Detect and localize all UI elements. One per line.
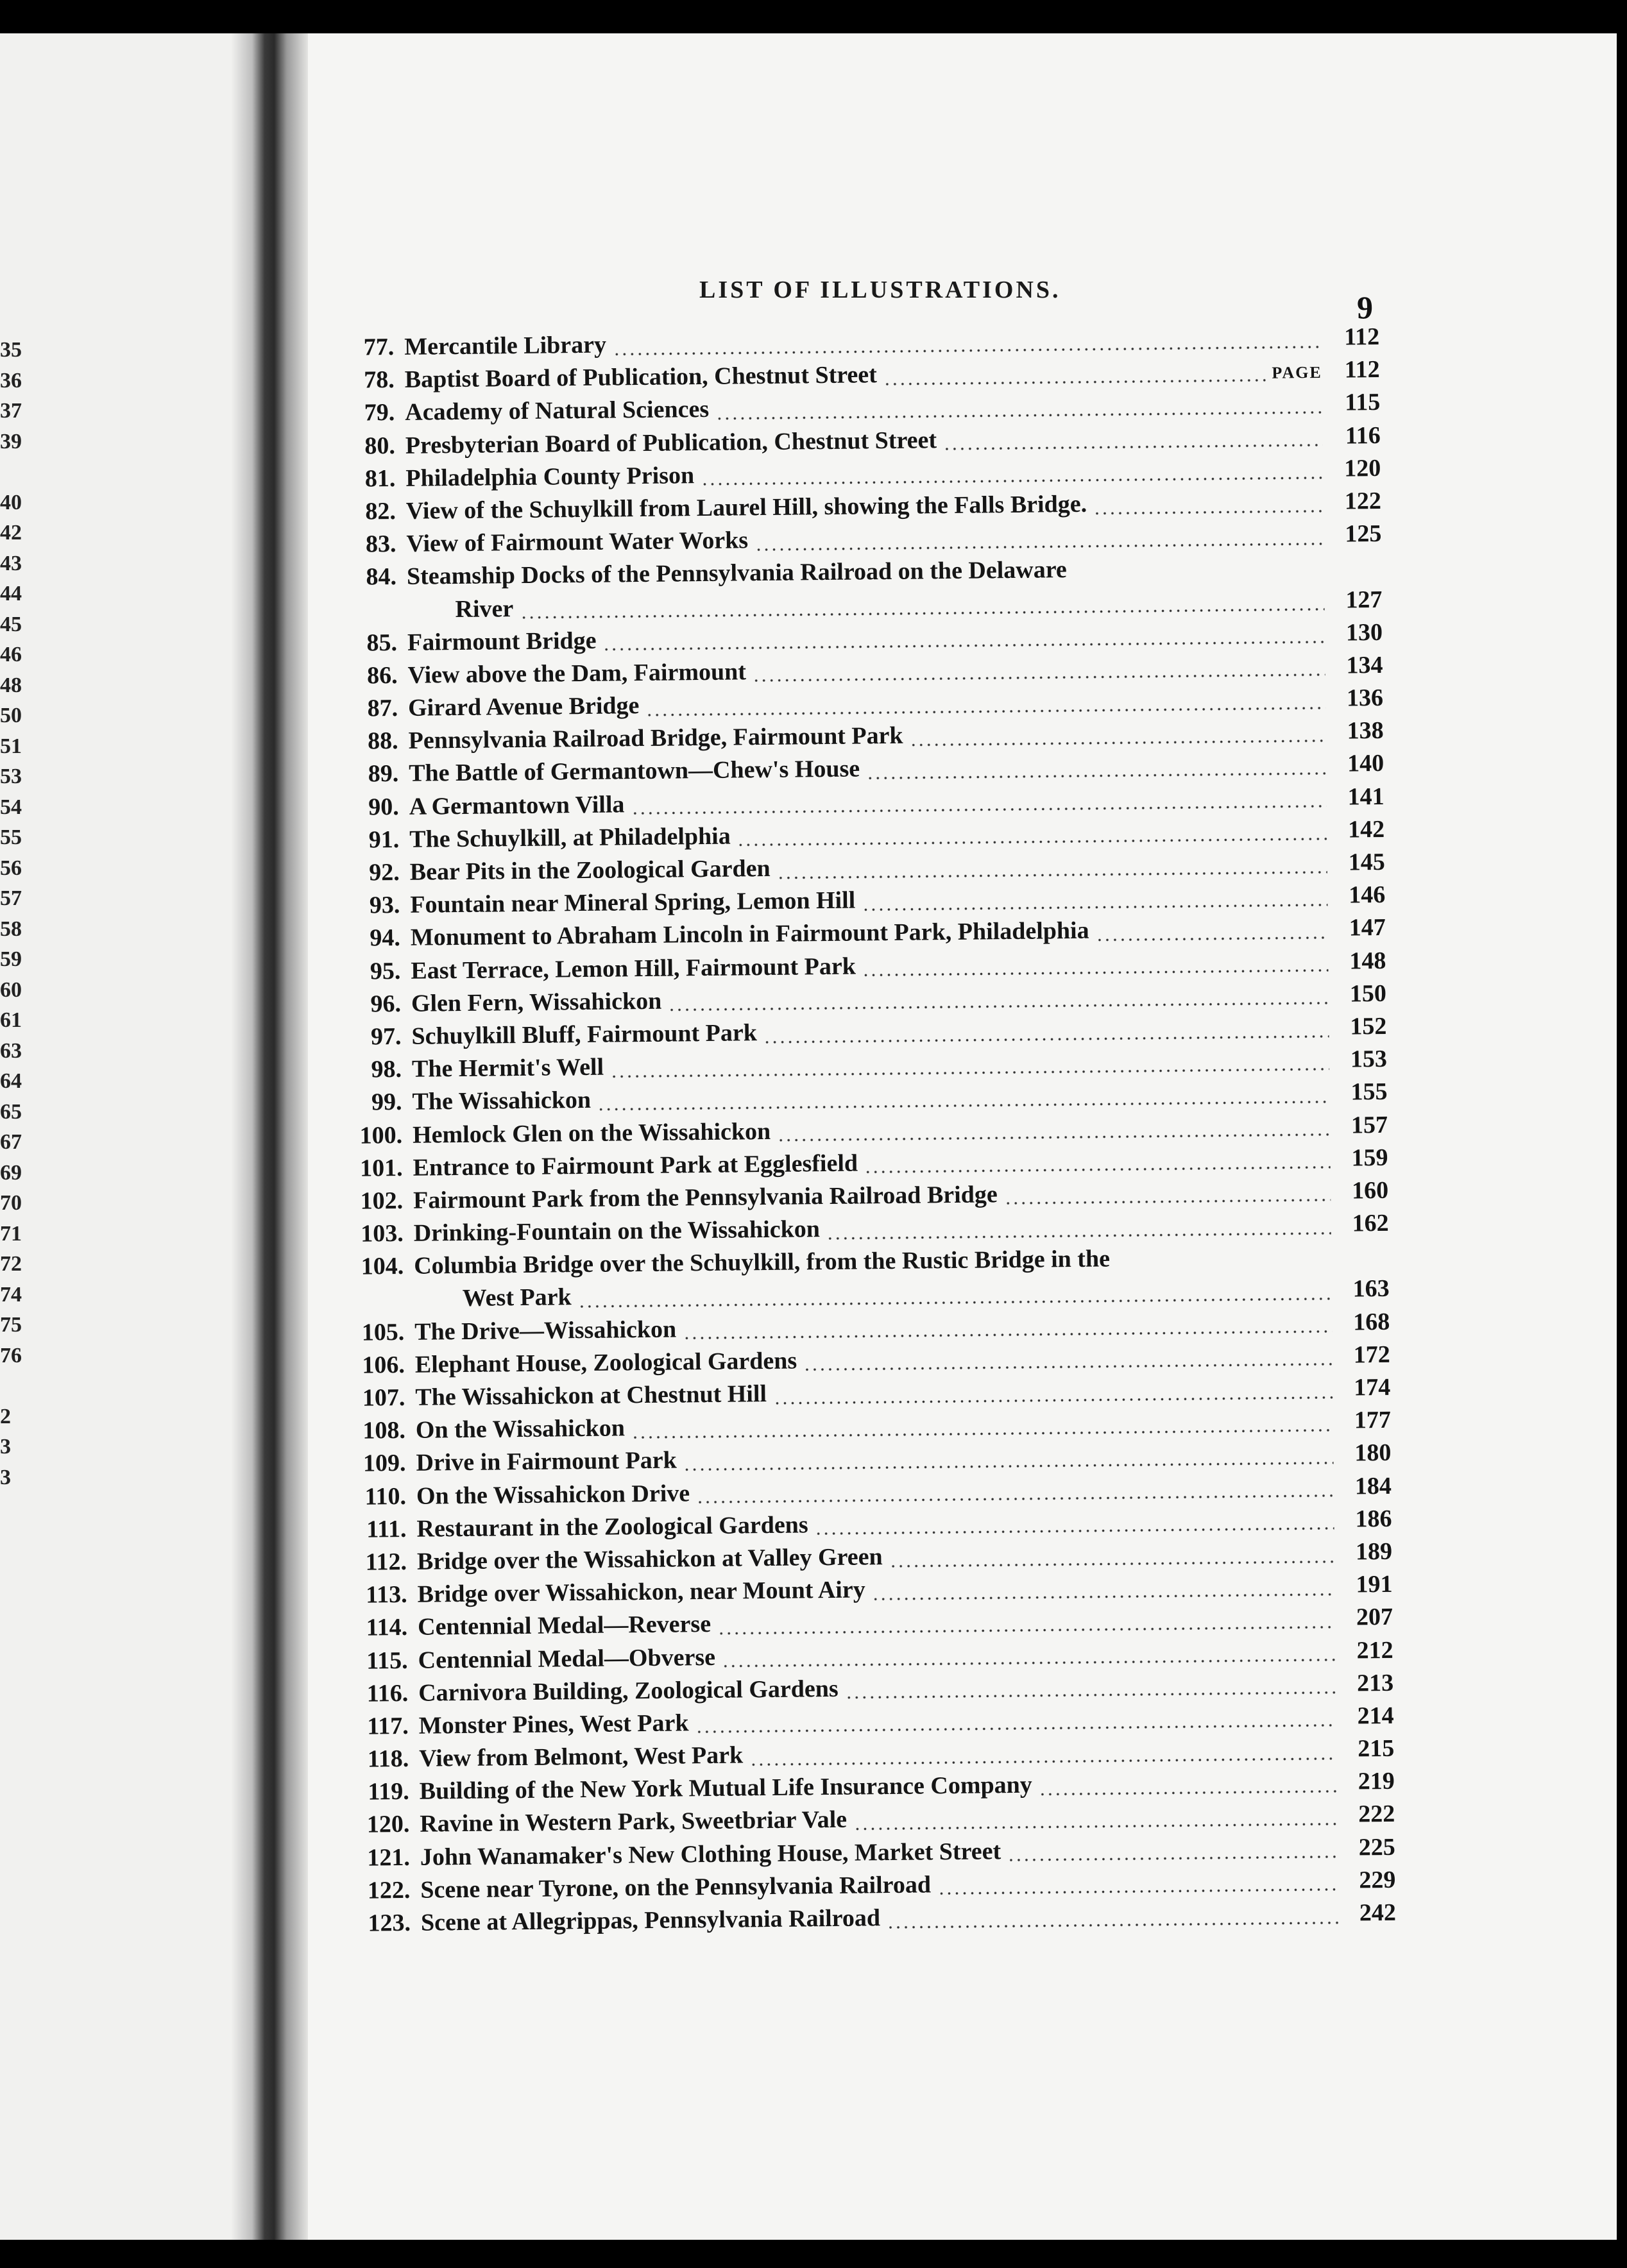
entry-page: 136	[1346, 684, 1384, 712]
dot-leader	[754, 542, 1324, 552]
facing-page-number: 39	[0, 429, 22, 453]
entry-page: 207	[1356, 1604, 1393, 1631]
entry-page: 134	[1346, 651, 1383, 679]
dot-leader	[826, 1231, 1331, 1240]
entry-title: Elephant House, Zoological Gardens	[414, 1347, 797, 1378]
dot-leader	[753, 673, 1325, 682]
entry-number: 94.	[370, 924, 401, 952]
entry-title-continued: River	[455, 595, 514, 623]
facing-page-number: 43	[0, 551, 22, 575]
entry-number: 86.	[366, 661, 398, 690]
entry-title: Presbyterian Board of Publication, Chestnut Street	[405, 426, 937, 459]
entry-number: 85.	[366, 629, 398, 657]
facing-page-number: 61	[0, 1008, 22, 1032]
entry-number: 122.	[367, 1876, 411, 1904]
facing-page-number: 55	[0, 825, 22, 849]
facing-page-number: 76	[0, 1343, 22, 1367]
dot-leader	[803, 1362, 1333, 1372]
dot-leader	[889, 1559, 1334, 1568]
entry-number: 117.	[367, 1712, 409, 1740]
entry-title: View from Belmont, West Park	[419, 1741, 744, 1772]
entry-number: 91.	[368, 825, 400, 854]
dot-leader	[862, 969, 1329, 977]
entry-title: Columbia Bridge over the Schuylkill, from the Rustic Bridge in the	[414, 1245, 1111, 1280]
entry-page: 112	[1344, 323, 1380, 351]
entry-page: 148	[1349, 947, 1386, 975]
entry-page: 229	[1359, 1866, 1396, 1894]
facing-page	[0, 33, 231, 2240]
dot-leader	[777, 870, 1327, 879]
dot-leader	[715, 410, 1322, 421]
dot-leader	[864, 1165, 1331, 1174]
facing-page-number: 42	[0, 521, 22, 545]
facing-page-number: 69	[0, 1160, 22, 1185]
entry-page: 174	[1354, 1373, 1391, 1401]
facing-page-number: 54	[0, 795, 22, 819]
facing-page-number: 64	[0, 1069, 22, 1093]
entry-title: Monument to Abraham Lincoln in Fairmount Park, Philadelphia	[410, 917, 1089, 952]
entry-page: 116	[1345, 421, 1381, 450]
dot-leader	[646, 706, 1326, 716]
entry-page: 122	[1344, 487, 1382, 515]
entry-title: Baptist Board of Publication, Chestnut Street	[404, 361, 878, 394]
entry-page: 219	[1358, 1768, 1395, 1795]
entry-number: 105.	[361, 1318, 405, 1346]
dot-leader	[701, 476, 1323, 486]
entry-number: 120.	[366, 1811, 410, 1839]
entry-page: 150	[1349, 979, 1387, 1008]
dot-leader	[683, 1330, 1332, 1341]
entry-page: 145	[1348, 848, 1385, 876]
facing-page-number: 2	[0, 1404, 11, 1428]
entry-page: 212	[1356, 1636, 1393, 1664]
dot-leader	[883, 378, 1266, 386]
dot-leader	[845, 1691, 1336, 1700]
entry-page: 186	[1355, 1505, 1392, 1533]
entry-page: 140	[1347, 750, 1384, 777]
entry-page: 172	[1353, 1341, 1390, 1369]
facing-page-number: 57	[0, 886, 22, 910]
entry-title: Scene near Tyrone, on the Pennsylvania Railroad	[420, 1871, 932, 1904]
dot-leader	[887, 1920, 1338, 1929]
entry-title: The Drive—Wissahickon	[414, 1316, 677, 1346]
illustrations-list	[334, 323, 1396, 1942]
dot-leader	[749, 1756, 1336, 1766]
entry-number: 79.	[364, 399, 395, 427]
facing-page-number: 65	[0, 1099, 22, 1124]
dot-leader	[631, 804, 1327, 815]
entry-number: 87.	[367, 695, 398, 722]
dot-leader	[862, 903, 1327, 912]
entry-number: 107.	[362, 1384, 405, 1412]
entry-number: 106.	[362, 1351, 405, 1379]
dot-leader	[910, 739, 1326, 747]
entry-title: Mercantile Library	[404, 331, 607, 360]
facing-page-number: 48	[0, 673, 22, 697]
facing-page-number: 51	[0, 734, 22, 758]
entry-page: 184	[1354, 1472, 1392, 1500]
entry-page: 141	[1347, 783, 1384, 811]
dot-leader	[773, 1395, 1333, 1405]
facing-page-number: 63	[0, 1038, 22, 1063]
entry-page: 127	[1345, 586, 1383, 614]
entry-title: Steamship Docks of the Pennsylvania Railroad on the Delaware	[406, 556, 1067, 591]
entry-number: 77.	[363, 334, 395, 361]
facing-page-number	[0, 457, 26, 487]
facing-page-number	[0, 1371, 26, 1401]
entry-page: 115	[1345, 389, 1381, 416]
entry-number: 113.	[365, 1581, 407, 1609]
dot-leader	[631, 1428, 1333, 1439]
entry-page: 147	[1349, 914, 1386, 942]
page-column-label: PAGE	[1272, 363, 1322, 382]
dot-leader	[717, 1625, 1335, 1636]
facing-page-number: 3	[0, 1465, 11, 1489]
entry-title: Restaurant in the Zoological Gardens	[416, 1511, 808, 1543]
entry-number: 115.	[366, 1646, 408, 1675]
entry-title: Centennial Medal—Reverse	[417, 1611, 711, 1641]
entry-title: East Terrace, Lemon Hill, Fairmount Park	[411, 952, 856, 985]
entry-page: 155	[1350, 1078, 1388, 1106]
entry-number: 95.	[370, 957, 401, 985]
entry-page: 213	[1356, 1669, 1394, 1697]
dot-leader	[872, 1592, 1335, 1601]
dot-leader	[1004, 1198, 1331, 1205]
entry-number: 90.	[368, 793, 399, 821]
dot-leader	[578, 1297, 1332, 1308]
dot-leader	[603, 640, 1325, 652]
entry-title: The Wissahickon at Chestnut Hill	[415, 1380, 767, 1411]
entry-number: 104.	[361, 1253, 404, 1280]
entry-page: 160	[1351, 1176, 1389, 1205]
entry-page: 163	[1352, 1275, 1390, 1303]
entry-title: Fairmount Park from the Pennsylvania Railroad Bridge	[413, 1181, 998, 1214]
entry-number: 119.	[368, 1778, 410, 1806]
entry-page: 242	[1359, 1899, 1397, 1927]
facing-page-number: 3	[0, 1435, 11, 1459]
facing-page-number: 75	[0, 1313, 22, 1337]
dot-leader	[943, 443, 1323, 451]
entry-number: 82.	[365, 497, 396, 525]
entry-title: Carnivora Building, Zoological Gardens	[418, 1675, 839, 1707]
dot-leader	[1093, 509, 1324, 515]
entry-title: Centennial Medal—Obverse	[418, 1643, 716, 1674]
entry-title: On the Wissahickon	[415, 1414, 626, 1444]
entry-number: 101.	[359, 1154, 403, 1182]
entry-page: 225	[1358, 1833, 1396, 1861]
entry-number: 96.	[370, 990, 402, 1018]
entry-number: 88.	[367, 727, 398, 755]
page-number: 9	[1357, 289, 1373, 325]
entry-page: 153	[1350, 1045, 1388, 1073]
facing-page-number: 59	[0, 947, 22, 971]
facing-page-number: 71	[0, 1221, 22, 1246]
entry-title: Hemlock Glen on the Wissahickon	[412, 1117, 771, 1149]
entry-page: 191	[1356, 1570, 1393, 1598]
entry-page: 138	[1347, 717, 1384, 745]
entry-number: 80.	[364, 432, 396, 460]
entry-page: 157	[1350, 1111, 1388, 1138]
entry-page: 152	[1350, 1012, 1387, 1040]
entry-title: On the Wissahickon Drive	[416, 1479, 690, 1510]
entry-title: Bear Pits in the Zoological Garden	[409, 854, 771, 886]
entry-page: 222	[1358, 1800, 1395, 1828]
facing-page-number: 60	[0, 977, 22, 1002]
entry-title-continued: West Park	[462, 1283, 572, 1312]
dot-leader	[520, 607, 1324, 620]
entry-number: 81.	[364, 464, 396, 493]
entry-number: 78.	[364, 366, 395, 394]
entry-number: 123.	[368, 1909, 411, 1937]
entry-number: 99.	[371, 1088, 402, 1116]
entry-title: Glen Fern, Wissahickon	[411, 987, 662, 1017]
entry-title: View of Fairmount Water Works	[406, 527, 749, 557]
dot-leader	[668, 1001, 1329, 1012]
entry-number: 111.	[366, 1515, 407, 1543]
entry-number: 93.	[369, 892, 400, 919]
entry-title: Scene at Allegrippas, Pennsylvania Railroad	[420, 1904, 881, 1936]
entry-title: Ravine in Western Park, Sweetbriar Vale	[420, 1806, 848, 1838]
dot-leader	[597, 1100, 1330, 1112]
entry-title: The Schuylkill, at Philadelphia	[409, 822, 731, 853]
entry-number: 84.	[366, 563, 397, 591]
facing-page-number: 44	[0, 582, 22, 605]
entry-title: Entrance to Fairmount Park at Egglesfield	[413, 1149, 858, 1181]
entry-page: 130	[1345, 618, 1383, 647]
dot-leader	[815, 1527, 1334, 1536]
facing-page-number: 46	[0, 643, 22, 666]
dot-leader	[695, 1723, 1336, 1734]
entry-page: 159	[1351, 1144, 1388, 1172]
entry-number: 114.	[366, 1614, 408, 1641]
dot-leader	[1039, 1790, 1337, 1797]
entry-page: 125	[1345, 520, 1382, 548]
facing-page-number: 37	[0, 399, 22, 423]
entry-number: 118.	[367, 1745, 409, 1773]
entry-page: 142	[1347, 815, 1385, 843]
entry-title: Drinking-Fountain on the Wissahickon	[413, 1215, 821, 1247]
facing-page-number: 45	[0, 612, 22, 636]
entry-number: 92.	[369, 858, 400, 886]
dot-leader	[853, 1822, 1337, 1831]
entry-number: 100.	[359, 1121, 403, 1149]
dot-leader	[777, 1133, 1330, 1142]
entry-title: A Germantown Villa	[409, 790, 625, 820]
entry-title: Fairmount Bridge	[407, 627, 597, 656]
entry-number: 98.	[371, 1056, 402, 1083]
entry-title: Philadelphia County Prison	[405, 461, 695, 492]
facing-page-number: 58	[0, 917, 22, 941]
entry-page: 168	[1353, 1308, 1390, 1336]
entry-title: Academy of Natural Sciences	[405, 396, 710, 427]
dot-leader	[937, 1888, 1338, 1896]
facing-page-number: 70	[0, 1191, 22, 1215]
entry-number: 116.	[366, 1679, 409, 1707]
entry-number: 108.	[362, 1417, 406, 1444]
entry-page: 189	[1355, 1537, 1393, 1566]
entry-number: 102.	[360, 1187, 404, 1215]
entry-title: Monster Pines, West Park	[418, 1709, 689, 1739]
entry-title: View of the Schuylkill from Laurel Hill, showing the Falls Bridge.	[405, 490, 1087, 525]
facing-page-number: 67	[0, 1130, 22, 1154]
entry-number: 83.	[365, 530, 396, 558]
entry-number: 109.	[362, 1450, 406, 1477]
dot-leader	[737, 837, 1327, 847]
entry-number: 103.	[360, 1220, 404, 1248]
entry-number: 97.	[370, 1022, 402, 1051]
entry-title: Building of the New York Mutual Life Insurance Company	[419, 1771, 1032, 1805]
entry-title: Fountain near Mineral Spring, Lemon Hill	[410, 886, 856, 918]
entry-number: 112.	[365, 1548, 407, 1576]
entry-page: 215	[1357, 1734, 1395, 1763]
entry-page: 177	[1354, 1407, 1392, 1434]
dot-leader	[763, 1034, 1329, 1044]
entry-page: 112	[1344, 356, 1380, 384]
entry-title: The Hermit's Well	[411, 1053, 604, 1083]
facing-page-margin-numbers	[0, 335, 26, 1493]
dot-leader	[613, 344, 1322, 356]
entry-page: 146	[1349, 881, 1386, 909]
entry-title: Bridge over the Wissahickon at Valley Green	[416, 1543, 883, 1575]
running-head: LIST OF ILLUSTRATIONS.	[699, 276, 1061, 303]
facing-page-number: 36	[0, 368, 22, 393]
facing-page-number: 56	[0, 856, 22, 880]
entry-title: John Wanamaker's New Clothing House, Market Street	[420, 1837, 1001, 1871]
entry-title: View above the Dam, Fairmount	[407, 658, 747, 689]
entry-title: The Wissahickon	[412, 1087, 592, 1116]
entry-title: The Battle of Germantown—Chew's House	[408, 755, 860, 788]
entry-title: Girard Avenue Bridge	[407, 692, 640, 722]
entry-title: Drive in Fairmount Park	[416, 1446, 677, 1477]
entry-title: Schuylkill Bluff, Fairmount Park	[411, 1019, 758, 1050]
entry-title: Bridge over Wissahickon, near Mount Airy	[417, 1576, 865, 1608]
facing-page-number: 35	[0, 338, 22, 362]
entry-page: 180	[1354, 1439, 1392, 1467]
entry-number: 89.	[368, 760, 399, 788]
facing-page-number: 40	[0, 490, 22, 514]
facing-page-number: 53	[0, 765, 22, 788]
facing-page-number: 72	[0, 1252, 22, 1276]
entry-number: 121.	[367, 1843, 411, 1872]
dot-leader	[610, 1067, 1329, 1079]
dot-leader	[722, 1658, 1336, 1668]
entry-page: 214	[1357, 1702, 1394, 1730]
dot-leader	[1007, 1855, 1338, 1862]
facing-page-number: 50	[0, 704, 22, 727]
dot-leader	[1096, 936, 1328, 942]
entry-page: 120	[1344, 454, 1381, 482]
entry-title: Pennsylvania Railroad Bridge, Fairmount Park	[408, 722, 903, 755]
facing-page-number: 74	[0, 1282, 22, 1307]
entry-number: 110.	[364, 1482, 407, 1511]
entry-page: 162	[1352, 1209, 1389, 1237]
dot-leader	[696, 1494, 1334, 1504]
dot-leader	[866, 772, 1326, 781]
dot-leader	[683, 1461, 1334, 1472]
